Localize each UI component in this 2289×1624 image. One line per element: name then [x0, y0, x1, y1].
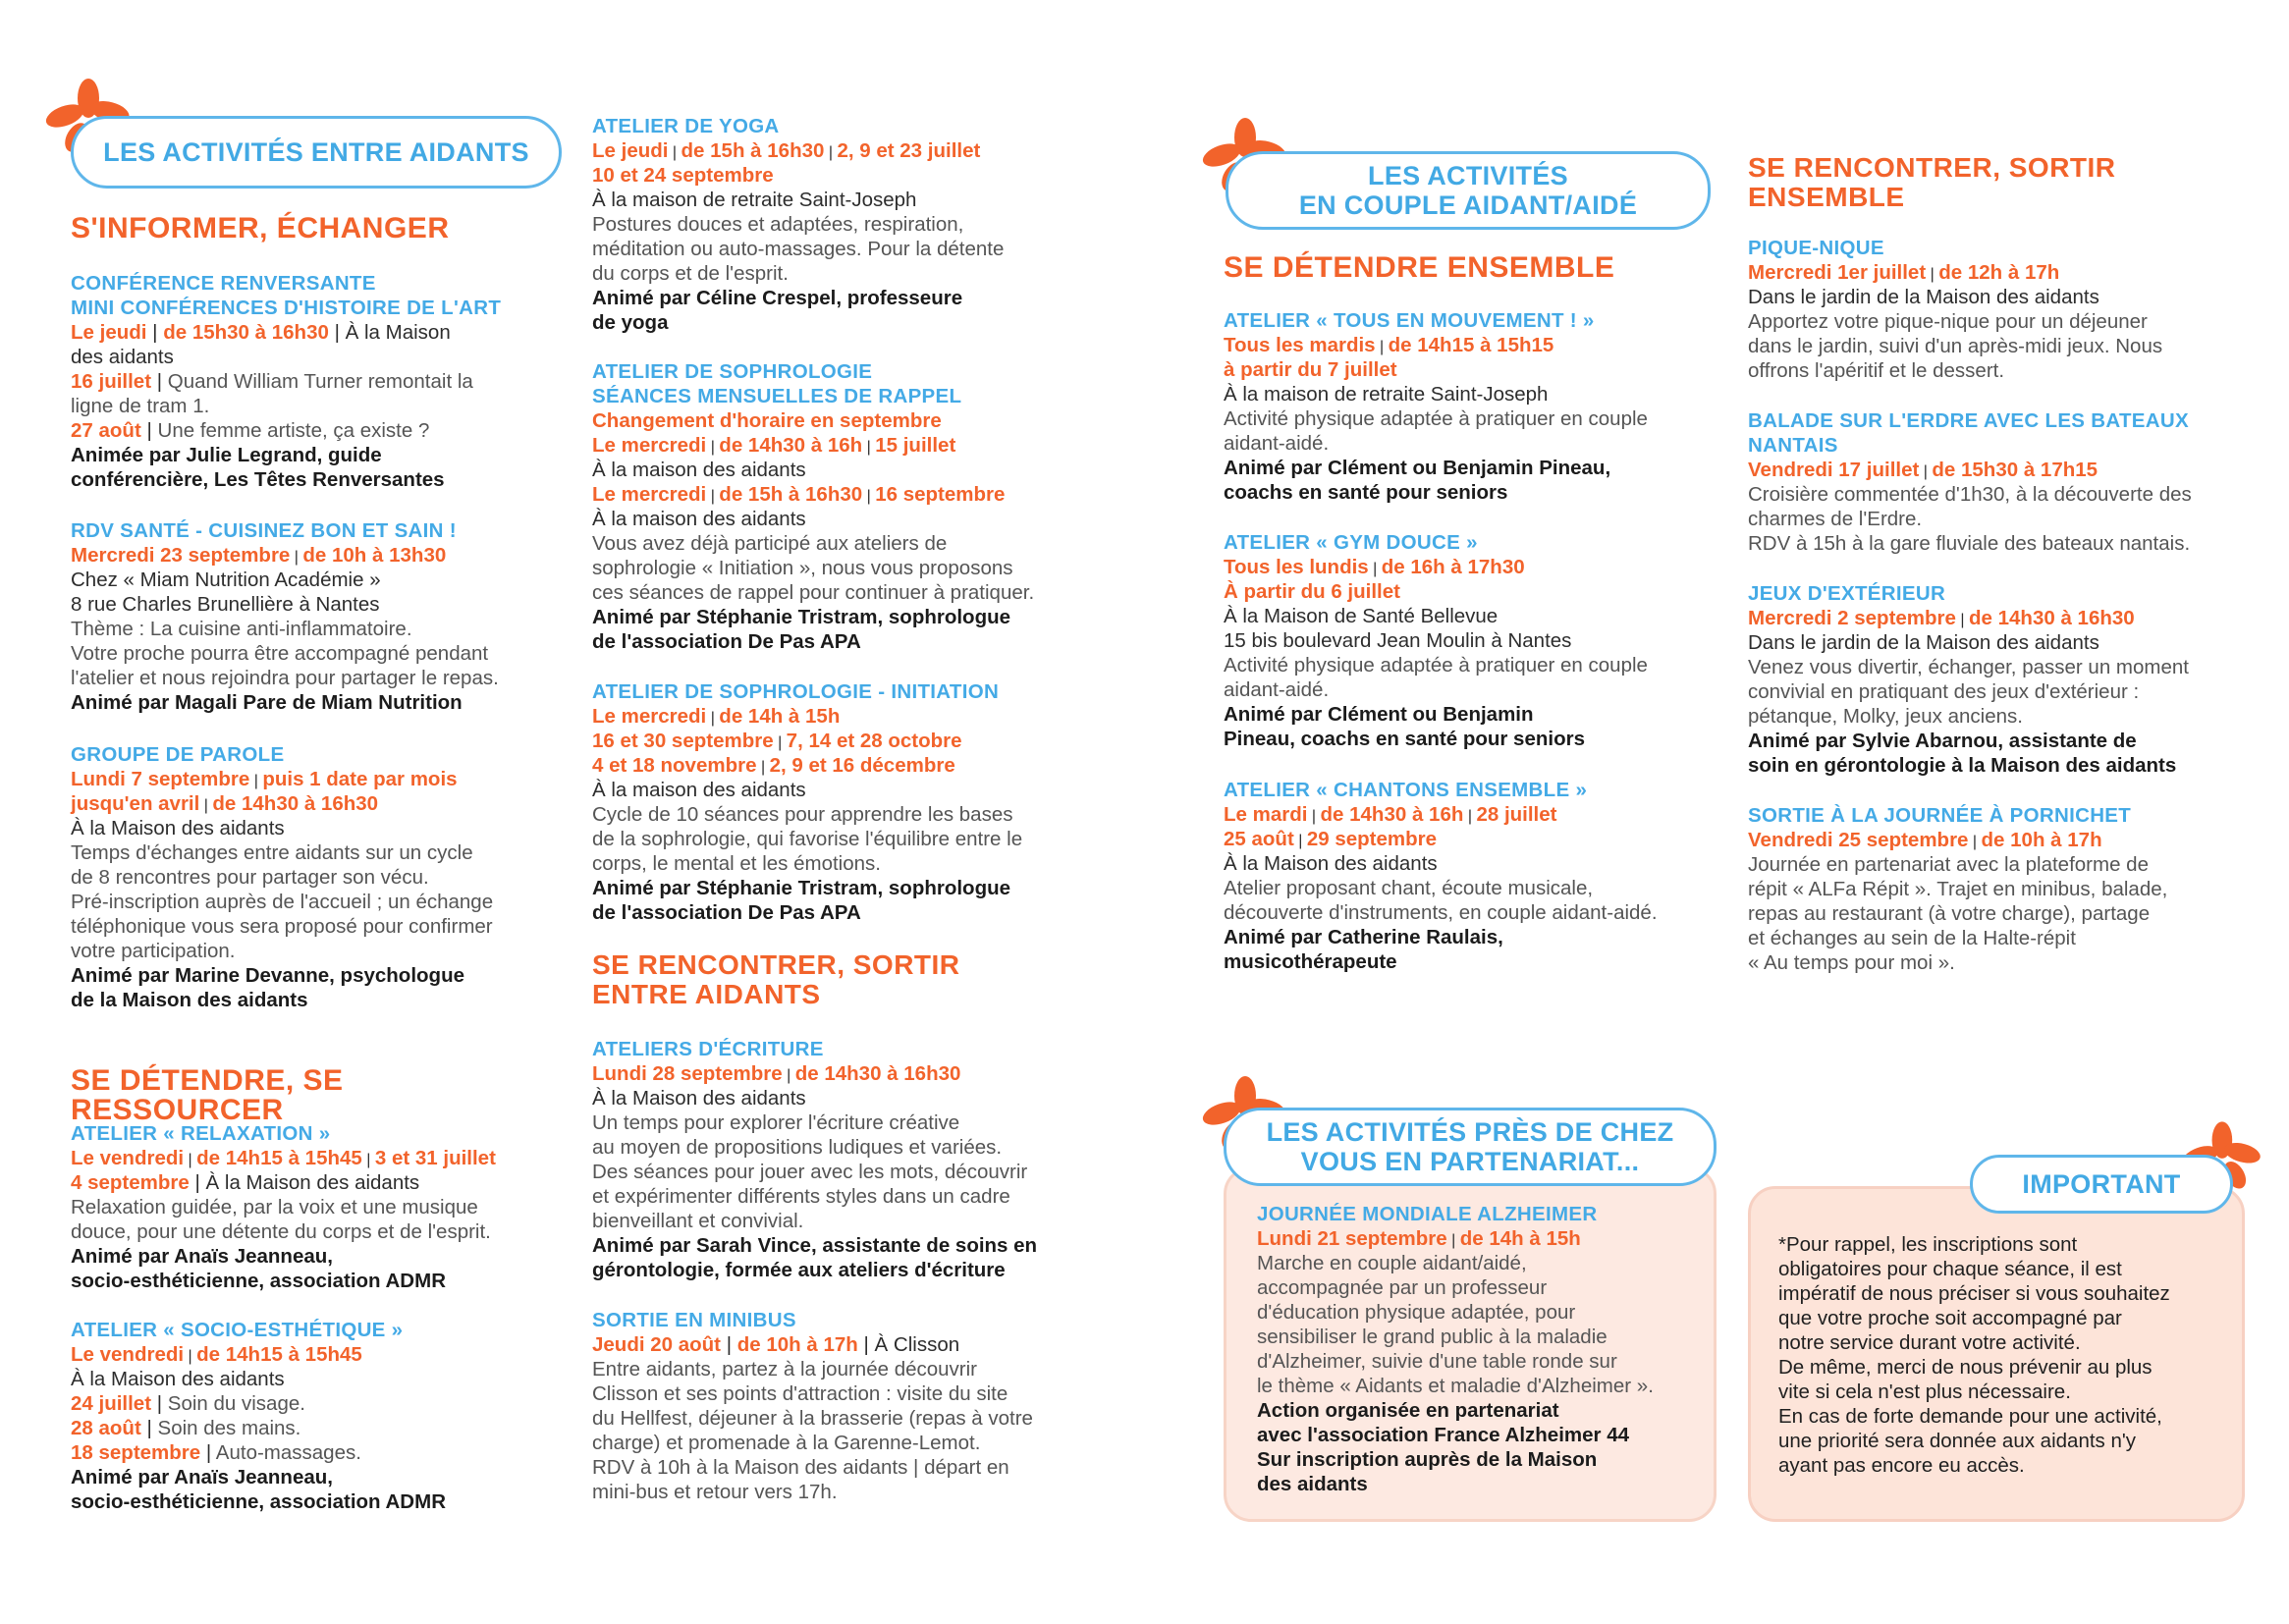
section-detendre-ensemble — [1224, 253, 1715, 283]
activity-title: ATELIER DE YOGA — [592, 115, 780, 137]
section-pill-entre-aidants: LES ACTIVITÉS ENTRE AIDANTS — [71, 116, 562, 189]
section-pill-couple: LES ACTIVITÉS EN COUPLE AIDANT/AIDÉ — [1226, 151, 1711, 230]
section-pill-partenariat: LES ACTIVITÉS PRÈS DE CHEZ VOUS EN PARTENARIAT... — [1224, 1108, 1717, 1186]
alzheimer-block: JOURNÉE MONDIALE ALZHEIMER Lundi 21 septembre | de 14h à 15h Marche en couple aidant/aidé, accompagnée par un professeur d'éducation physique adaptée, pour sensibiliser le grand public à la maladie d'Alzheimer, suivie d'une table ronde sur le thème « Aidants et maladie d'Alzheimer ». Action organisée en partenariat avec l'association France Alzheimer 44 Sur inscription auprès de la Maison des aidants — [1257, 1202, 1699, 1496]
activity-title: JOURNÉE MONDIALE ALZHEIMER — [1257, 1203, 1598, 1225]
activity-subtitle: SÉANCES MENSUELLES DE RAPPEL — [592, 385, 962, 407]
activity-title: ATELIER DE SOPHROLOGIE — [592, 360, 873, 383]
jeux-exterieur-block: JEUX D'EXTÉRIEUR Mercredi 2 septembre | de 14h30 à 16h30 Dans le jardin de la Maison des aidants Venez vous divertir, échanger, passer un moment convivial en pratiquant des jeux d'extérieur : pétanque, Molky, jeux anciens. Animé par Sylvie Abarnou, assistante de soin en gérontologie à la Maison des aidants — [1748, 581, 2249, 778]
sophrologie-rappel-block: ATELIER DE SOPHROLOGIE SÉANCES MENSUELLES DE RAPPEL Changement d'horaire en septembre Le mercredi | de 14h30 à 16h | 15 juillet À la maison des aidants Le mercredi | de 15h à 16h30 | 16 septembre À la maison des aidants Vous avez déjà participé aux ateliers de sophrologie « Initiation », nous vous proposons ces séances de rappel pour continuer à pratiquer. Animé par Stéphanie Tristram, sophrologue de l'association De Pas APA — [592, 359, 1083, 654]
activity-title: ATELIERS D'ÉCRITURE — [592, 1038, 824, 1060]
activity-title: ATELIER « TOUS EN MOUVEMENT ! » — [1224, 309, 1595, 332]
activity-title: BALADE SUR L'ERDRE AVEC LES BATEAUX — [1748, 409, 2189, 432]
section-informer — [71, 214, 562, 244]
important-notice: *Pour rappel, les inscriptions sont obligatoires pour chaque séance, il est impératif de nous préciser si vous souhaitez que votre proche soit accompagné par notre service durant votre activité. De même, merci de nous prévenir au plus vite si cela n'est plus nécessaire. En cas de forte demande pour une activité, une priorité sera donnée aux aidants n'y ayant pas encore eu accès. — [1778, 1233, 2170, 1477]
section-title: SE RENCONTRER, SORTIR — [1748, 152, 2116, 183]
activity-title: JEUX D'EXTÉRIEUR — [1748, 582, 1946, 605]
activity-title: ATELIER DE SOPHROLOGIE - INITIATION — [592, 680, 1000, 703]
activity-title: SORTIE À LA JOURNÉE À PORNICHET — [1748, 804, 2132, 827]
balade-erdre-block: BALADE SUR L'ERDRE AVEC LES BATEAUX NANTAIS Vendredi 17 juillet | de 15h30 à 17h15 Croisière commentée d'1h30, à la découverte des charmes de l'Erdre. RDV à 15h à la gare fluviale des bateaux nantais. — [1748, 408, 2249, 556]
section-title: SE DÉTENDRE ENSEMBLE — [1224, 251, 1615, 284]
ecriture-block: ATELIERS D'ÉCRITURE Lundi 28 septembre | de 14h30 à 16h30 À la Maison des aidants Un temps pour explorer l'écriture créative au moyen de propositions ludiques et variées. Des séances pour jouer avec les mots, découvrir et expérimenter différents styles dans un cadre bienveillant et convivial. Animé par Sarah Vince, assistante de soins en gérontologie, formée aux ateliers d'écriture — [592, 1037, 1083, 1282]
pique-nique-block: PIQUE-NIQUE Mercredi 1er juillet | de 12h à 17h Dans le jardin de la Maison des aidants Apportez votre pique-nique pour un déjeuner dans le jardin, suivi d'un après-midi jeux. Nous offrons l'apéritif et le dessert. — [1748, 236, 2249, 383]
section-title-line2: ENSEMBLE — [1748, 182, 1905, 212]
activity-title: ATELIER « SOCIO-ESTHÉTIQUE » — [71, 1319, 404, 1341]
activity-title: GROUPE DE PAROLE — [71, 743, 285, 766]
yoga-block: ATELIER DE YOGA Le jeudi | de 15h à 16h30 | 2, 9 et 23 juillet 10 et 24 septembre À la maison de retraite Saint-Joseph Postures douces et adaptées, respiration, méditation ou auto-massages. Pour la détente du corps et de l'esprit. Animé par Céline Crespel, professeure de yoga — [592, 114, 1083, 335]
section-rencontrer-ensemble — [1748, 153, 2249, 212]
section-title: SE RENCONTRER, SORTIR — [592, 949, 960, 980]
section-detendre — [71, 1066, 562, 1125]
conference-block: CONFÉRENCE RENVERSANTE MINI CONFÉRENCES D'HISTOIRE DE L'ART Le jeudi | de 15h30 à 16h30 | À la Maison des aidants 16 juillet | Quand William Turner remontait la ligne de tram 1. 27 août | Une femme artiste, ça existe ? Animée par Julie Legrand, guide conférencière, Les Têtes Renversantes — [71, 271, 562, 492]
pornichet-block: SORTIE À LA JOURNÉE À PORNICHET Vendredi 25 septembre | de 10h à 17h Journée en partenariat avec la plateforme de répit « ALFa Répit ». Trajet en minibus, balade, repas au restaurant (à votre charge), partage et échanges au sein de la Halte-répit « Au temps pour moi ». — [1748, 803, 2249, 975]
important-pill: IMPORTANT — [1970, 1155, 2233, 1214]
activity-title: ATELIER « RELAXATION » — [71, 1122, 331, 1145]
activity-title: ATELIER « CHANTONS ENSEMBLE » — [1224, 779, 1588, 801]
sophrologie-initiation-block: ATELIER DE SOPHROLOGIE - INITIATION Le mercredi | de 14h à 15h 16 et 30 septembre | 7, 14 et 28 octobre 4 et 18 novembre | 2, 9 et 16 décembre À la maison des aidants Cycle de 10 séances pour apprendre les bases de la sophrologie, qui favorise l'équilibre entre le corps, le mental et les émotions. Animé par Stéphanie Tristram, sophrologue de l'association De Pas APA — [592, 679, 1083, 925]
activity-subtitle: MINI CONFÉRENCES D'HISTOIRE DE L'ART — [71, 297, 502, 319]
section-rencontrer-aidants — [592, 950, 1083, 1009]
activity-title: PIQUE-NIQUE — [1748, 237, 1884, 259]
groupe-parole-block: GROUPE DE PAROLE Lundi 7 septembre | puis 1 date par mois jusqu'en avril | de 14h30 à 16h30 À la Maison des aidants Temps d'échanges entre aidants sur un cycle de 8 rencontres pour partager son vécu. Pré-inscription auprès de l'accueil ; un échange téléphonique vous sera proposé pour confirmer votre participation. Animé par Marine Devanne, psychologue de la Maison des aidants — [71, 742, 562, 1012]
section-title-line2: ENTRE AIDANTS — [592, 979, 821, 1009]
minibus-block: SORTIE EN MINIBUS Jeudi 20 août | de 10h à 17h | À Clisson Entre aidants, partez à la journée découvrir Clisson et ses points d'attraction : visite du site du Hellfest, déjeuner à la brasserie (repas à votre charge) et promenade à la Garenne-Lemot. RDV à 10h à la Maison des aidants | départ en mini-bus et retour vers 17h. — [592, 1308, 1083, 1504]
chantons-ensemble-block: ATELIER « CHANTONS ENSEMBLE » Le mardi | de 14h30 à 16h | 28 juillet 25 août | 29 septembre À la Maison des aidants Atelier proposant chant, écoute musicale, découverte d'instruments, en couple aidant-aidé. Animé par Catherine Raulais, musicothérapeute — [1224, 778, 1715, 974]
activity-title: RDV SANTÉ - CUISINEZ BON ET SAIN ! — [71, 519, 457, 542]
activity-title: CONFÉRENCE RENVERSANTE — [71, 272, 376, 295]
relaxation-block: ATELIER « RELAXATION » Le vendredi | de 14h15 à 15h45 | 3 et 31 juillet 4 septembre | À la Maison des aidants Relaxation guidée, par la voix et une musique douce, pour une détente du corps et de l'esprit. Animé par Anaïs Jeanneau, socio-esthéticienne, association ADMR — [71, 1121, 562, 1293]
activity-title: ATELIER « GYM DOUCE » — [1224, 531, 1478, 554]
section-title: SE DÉTENDRE, SE RESSOURCER — [71, 1064, 344, 1126]
activity-title: SORTIE EN MINIBUS — [592, 1309, 796, 1331]
rdv-sante-block: RDV SANTÉ - CUISINEZ BON ET SAIN ! Mercredi 23 septembre | de 10h à 13h30 Chez « Miam Nutrition Académie » 8 rue Charles Brunellière à Nantes Thème : La cuisine anti-inflammatoire. Votre proche pourra être accompagné pendant l'atelier et nous rejoindra pour partager le repas. Animé par Magali Pare de Miam Nutrition — [71, 518, 562, 715]
gym-douce-block: ATELIER « GYM DOUCE » Tous les lundis | de 16h à 17h30 À partir du 6 juillet À la Maison de Santé Bellevue 15 bis boulevard Jean Moulin à Nantes Activité physique adaptée à pratiquer en couple aidant-aidé. Animé par Clément ou Benjamin Pineau, coachs en santé pour seniors — [1224, 530, 1715, 751]
tous-en-mouvement-block: ATELIER « TOUS EN MOUVEMENT ! » Tous les mardis | de 14h15 à 15h15 à partir du 7 juillet À la maison de retraite Saint-Joseph Activité physique adaptée à pratiquer en couple aidant-aidé. Animé par Clément ou Benjamin Pineau, coachs en santé pour seniors — [1224, 308, 1715, 505]
activity-title-line2: NANTAIS — [1748, 434, 1838, 457]
section-title: S'INFORMER, ÉCHANGER — [71, 212, 450, 244]
socio-esthetique-block: ATELIER « SOCIO-ESTHÉTIQUE » Le vendredi | de 14h15 à 15h45 À la Maison des aidants 24 juillet | Soin du visage. 28 août | Soin des mains. 18 septembre | Auto-massages. Animé par Anaïs Jeanneau, socio-esthéticienne, association ADMR — [71, 1318, 562, 1514]
